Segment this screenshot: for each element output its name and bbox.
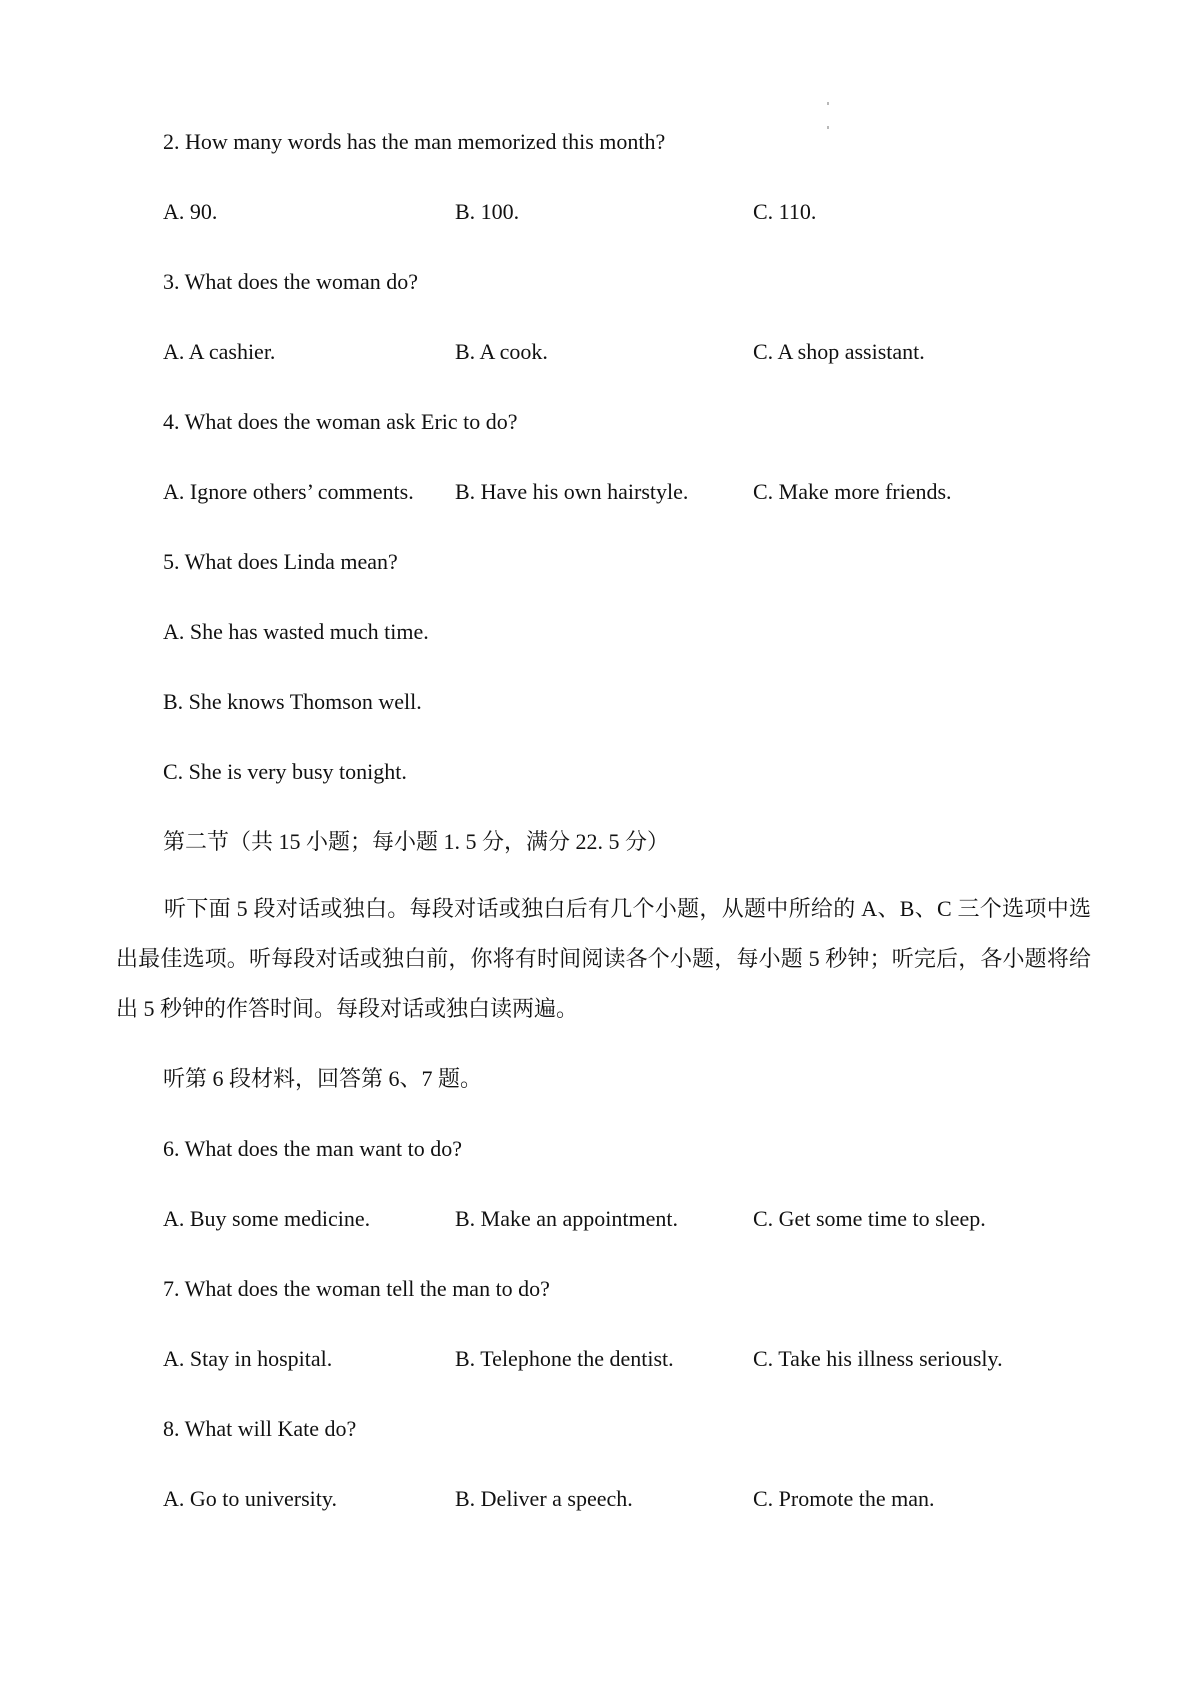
question-8-stem: 8. What will Kate do? (163, 1416, 357, 1441)
question-2-stem: 2. How many words has the man memorized this month? (163, 129, 666, 154)
question-8-option-c: C. Promote the man. (753, 1486, 935, 1511)
scan-speck (827, 126, 829, 129)
question-5-option-b: B. She knows Thomson well. (163, 689, 422, 714)
question-6-stem: 6. What does the man want to do? (163, 1136, 462, 1161)
question-6-option-b: B. Make an appointment. (455, 1206, 679, 1231)
question-2-option-b: B. 100. (455, 199, 520, 224)
question-7-stem: 7. What does the woman tell the man to do? (163, 1276, 550, 1301)
question-6-option-c: C. Get some time to sleep. (753, 1206, 986, 1231)
question-6-option-a: A. Buy some medicine. (163, 1206, 371, 1231)
section-2-instructions: 听下面 5 段对话或独白。每段对话或独白后有几个小题，从题中所给的 A、B、C 三个选项中选出最佳选项。听每段对话或独白前，你将有时间阅读各个小题，每小题 5 秒钟；听完后，各小题将给出 5 秒钟的作答时间。每段对话或独白读两遍。 (116, 896, 1091, 1021)
question-7-option-b: B. Telephone the dentist. (455, 1346, 674, 1371)
question-7-option-a: A. Stay in hospital. (163, 1346, 333, 1371)
question-4-option-a: A. Ignore others’ comments. (163, 479, 414, 504)
scan-speck (827, 102, 829, 105)
question-3-option-c: C. A shop assistant. (753, 339, 925, 364)
question-4-stem: 4. What does the woman ask Eric to do? (163, 409, 518, 434)
question-3-option-a: A. A cashier. (163, 339, 276, 364)
question-5-option-c: C. She is very busy tonight. (163, 759, 407, 784)
question-2-option-a: A. 90. (163, 199, 218, 224)
question-4-option-c: C. Make more friends. (753, 479, 952, 504)
question-5-stem: 5. What does Linda mean? (163, 549, 398, 574)
question-5-option-a: A. She has wasted much time. (163, 619, 429, 644)
question-8-option-b: B. Deliver a speech. (455, 1486, 633, 1511)
question-4-option-b: B. Have his own hairstyle. (455, 479, 689, 504)
question-3-option-b: B. A cook. (455, 339, 548, 364)
question-3-stem: 3. What does the woman do? (163, 269, 418, 294)
material-6-heading: 听第 6 段材料，回答第 6、7 题。 (163, 1066, 483, 1091)
question-8-option-a: A. Go to university. (163, 1486, 337, 1511)
question-2-option-c: C. 110. (753, 199, 817, 224)
section-2-heading: 第二节（共 15 小题；每小题 1. 5 分，满分 22. 5 分） (163, 829, 670, 854)
question-7-option-c: C. Take his illness seriously. (753, 1346, 1003, 1371)
